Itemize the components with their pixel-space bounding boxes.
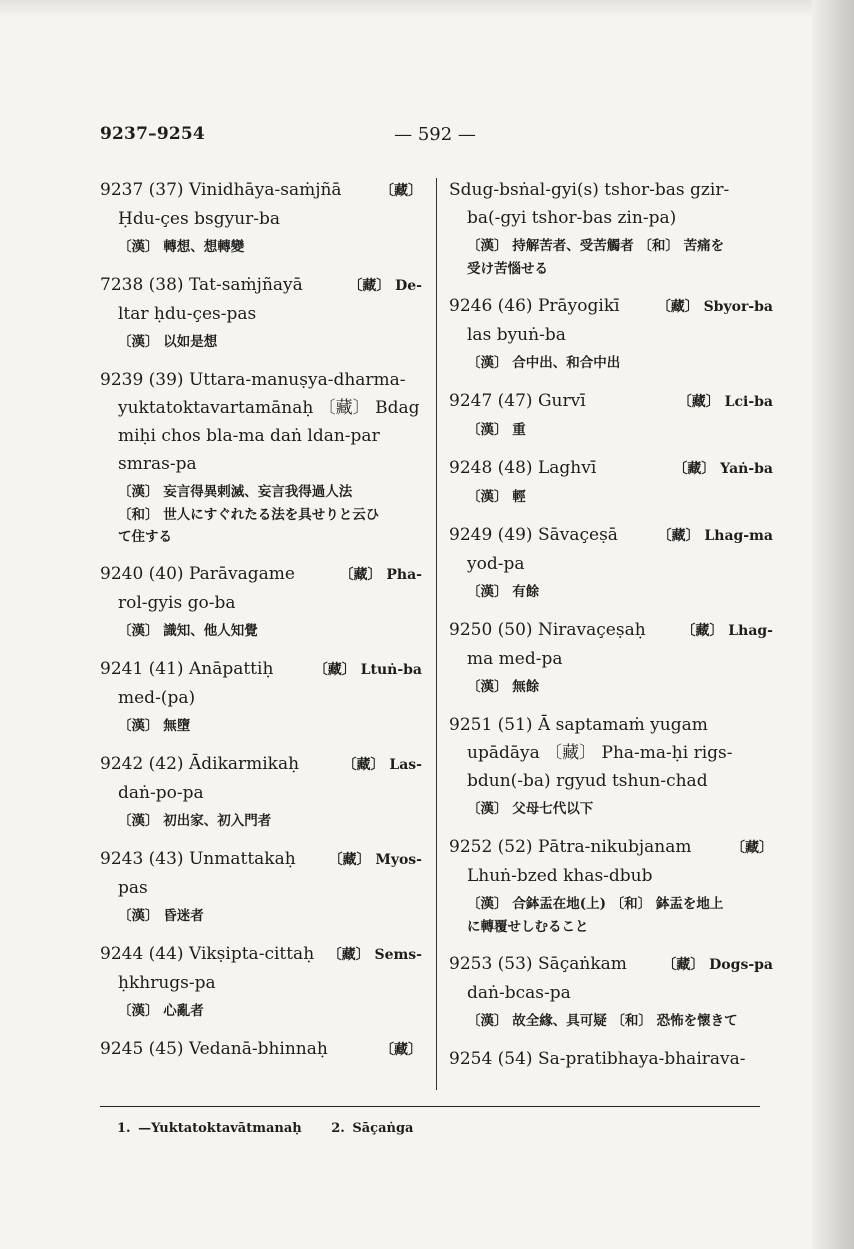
entry-head bbox=[449, 1045, 773, 1073]
tibetan-tag: 〔藏〕 Pha- bbox=[339, 567, 422, 583]
tibetan-tag: 〔藏〕 bbox=[380, 1042, 422, 1058]
entry-continuation: miḥi chos bla-ma daṅ ldan-par bbox=[118, 426, 380, 446]
cjk-gloss: 〔漢〕 有餘 bbox=[467, 584, 540, 600]
entry-continuation: daṅ-bcas-pa bbox=[467, 983, 571, 1003]
cjk-gloss: 〔漢〕 心亂者 bbox=[118, 1003, 204, 1019]
dictionary-entry bbox=[100, 750, 422, 833]
cjk-gloss: 〔漢〕 無墮 bbox=[118, 718, 191, 734]
entry-lemma: 9245 (45) Vedanā-bhinnaḥ bbox=[100, 1039, 328, 1059]
entry-head bbox=[100, 655, 422, 684]
entry-range: 9237–9254 bbox=[100, 124, 205, 144]
cjk-gloss: 〔漢〕 故全緣、具可疑 〔和〕 恐怖を懷きて bbox=[467, 1013, 738, 1029]
entry-lemma: 9241 (41) Anāpattiḥ bbox=[100, 659, 274, 679]
entry-head bbox=[100, 750, 422, 779]
cjk-gloss: 〔漢〕 妄言得異剌滅、妄言我得過人法 bbox=[118, 484, 353, 500]
entry-lemma: 9250 (50) Niravaçeṣaḥ bbox=[449, 620, 646, 640]
entry-head bbox=[449, 711, 773, 739]
dictionary-entry bbox=[449, 176, 773, 280]
entry-lemma: 9240 (40) Parāvagame bbox=[100, 564, 295, 584]
entry-continuation: ltar ḥdu-çes-pas bbox=[118, 304, 257, 324]
entry-continuation: daṅ-po-pa bbox=[118, 783, 204, 803]
right-column bbox=[449, 176, 773, 1085]
entry-lemma: 9246 (46) Prāyogikī bbox=[449, 296, 620, 316]
entry-lemma: 9253 (53) Sāçaṅkam bbox=[449, 954, 627, 974]
entry-continuation: upādāya 〔藏〕 Pha-ma-ḥi rigs- bbox=[467, 743, 733, 763]
tibetan-tag: 〔藏〕 Sbyor-ba bbox=[656, 299, 773, 315]
cjk-gloss: 〔漢〕 輕 bbox=[467, 489, 526, 505]
page-binding-shadow bbox=[812, 0, 854, 1249]
entry-continuation: ḥkhrugs-pa bbox=[118, 973, 216, 993]
entry-lemma: 9247 (47) Gurvī bbox=[449, 391, 586, 411]
entry-head bbox=[449, 521, 773, 550]
tibetan-tag: 〔藏〕 Lci-ba bbox=[677, 394, 773, 410]
dictionary-entry bbox=[449, 950, 773, 1033]
entry-continuation: las byuṅ-ba bbox=[467, 325, 566, 345]
cjk-gloss: 〔漢〕 父母七代以下 bbox=[467, 801, 594, 817]
tibetan-tag: 〔藏〕 Dogs-pa bbox=[662, 957, 773, 973]
footnotes bbox=[117, 1121, 435, 1136]
entry-head bbox=[100, 845, 422, 874]
cjk-gloss: に轉覆せしむること bbox=[467, 919, 589, 935]
dictionary-entry bbox=[100, 560, 422, 643]
cjk-gloss: 受け苦惱せる bbox=[467, 261, 548, 277]
dictionary-entry bbox=[449, 711, 773, 821]
dictionary-entry bbox=[449, 616, 773, 699]
entry-head bbox=[100, 271, 422, 300]
entry-head bbox=[449, 833, 773, 862]
entry-continuation: yuktatoktavartamānaḥ 〔藏〕 Bdag bbox=[118, 398, 420, 418]
tibetan-tag: 〔藏〕 bbox=[380, 183, 422, 199]
entry-head bbox=[449, 387, 773, 416]
cjk-gloss: 〔漢〕 重 bbox=[467, 422, 526, 438]
entry-continuation: med-(pa) bbox=[118, 688, 196, 708]
entry-head bbox=[449, 454, 773, 483]
entry-lemma: 9239 (39) Uttara-manuṣya-dharma- bbox=[100, 370, 406, 390]
cjk-gloss: 〔漢〕 以如是想 bbox=[118, 334, 218, 350]
cjk-gloss: 〔漢〕 合中出、和合中出 bbox=[467, 355, 621, 371]
dictionary-entry bbox=[100, 271, 422, 354]
entry-continuation: smras-pa bbox=[118, 454, 197, 474]
dictionary-entry bbox=[449, 521, 773, 604]
entry-lemma: Sdug-bsṅal-gyi(s) tshor-bas gzir- bbox=[449, 180, 730, 200]
entry-lemma: 9244 (44) Vikṣipta-cittaḥ bbox=[100, 944, 315, 964]
cjk-gloss: て住する bbox=[118, 529, 172, 545]
entry-head bbox=[100, 366, 422, 394]
tibetan-tag: 〔藏〕 Lhag- bbox=[681, 623, 773, 639]
entry-head bbox=[449, 176, 773, 204]
dictionary-entry bbox=[449, 833, 773, 938]
cjk-gloss: 〔漢〕 轉想、想轉變 bbox=[118, 239, 245, 255]
dictionary-entry bbox=[449, 387, 773, 442]
entry-lemma: 9251 (51) Ā saptamaṁ yugam bbox=[449, 715, 708, 735]
entry-continuation: yod-pa bbox=[467, 554, 525, 574]
tibetan-tag: 〔藏〕 Lhag-ma bbox=[657, 528, 773, 544]
cjk-gloss: 〔漢〕 持解苦者、受苦觸者 〔和〕 苦痛を bbox=[467, 238, 725, 254]
entry-continuation: pas bbox=[118, 878, 148, 898]
dictionary-entry bbox=[100, 845, 422, 928]
dictionary-entry bbox=[449, 1045, 773, 1073]
entry-continuation: Ḥdu-çes bsgyur-ba bbox=[118, 209, 281, 229]
entry-head bbox=[100, 176, 422, 205]
page-number: — 592 — bbox=[394, 124, 476, 145]
cjk-gloss: 〔和〕 世人にすぐれたる法を具せりと云ひ bbox=[118, 507, 380, 523]
entry-lemma: 9249 (49) Sāvaçeṣā bbox=[449, 525, 618, 545]
cjk-gloss: 〔漢〕 初出家、初入門者 bbox=[118, 813, 272, 829]
footnote-rule bbox=[100, 1106, 760, 1107]
tibetan-tag: 〔藏〕 De- bbox=[348, 278, 422, 294]
tibetan-tag: 〔藏〕 Sems- bbox=[327, 947, 422, 963]
entry-continuation: ma med-pa bbox=[467, 649, 563, 669]
tibetan-tag: 〔藏〕 Myos- bbox=[328, 852, 422, 868]
left-column bbox=[100, 176, 422, 1076]
column-divider bbox=[436, 178, 437, 1090]
tibetan-tag: 〔藏〕 Ltuṅ-ba bbox=[313, 662, 422, 678]
dictionary-entry bbox=[449, 454, 773, 509]
dictionary-entry bbox=[100, 176, 422, 259]
entry-continuation: rol-gyis go-ba bbox=[118, 593, 236, 613]
tibetan-tag: 〔藏〕 Las- bbox=[342, 757, 422, 773]
entry-continuation: ba(-gyi tshor-bas zin-pa) bbox=[467, 208, 677, 228]
entry-lemma: 9254 (54) Sa-pratibhaya-bhairava- bbox=[449, 1049, 746, 1069]
entry-head bbox=[100, 560, 422, 589]
dictionary-entry bbox=[100, 655, 422, 738]
tibetan-tag: 〔藏〕 Yaṅ-ba bbox=[673, 461, 773, 477]
entry-lemma: 7238 (38) Tat-saṁjñayā bbox=[100, 275, 303, 295]
footnote-2: 2. Sāçaṅga bbox=[331, 1121, 414, 1136]
entry-continuation: Lhuṅ-bzed khas-dbub bbox=[467, 866, 653, 886]
entry-lemma: 9237 (37) Vinidhāya-saṁjñā bbox=[100, 180, 342, 200]
entry-lemma: 9252 (52) Pātra-nikubjanam bbox=[449, 837, 692, 857]
dictionary-entry bbox=[449, 292, 773, 375]
entry-head bbox=[449, 950, 773, 979]
entry-lemma: 9243 (43) Unmattakaḥ bbox=[100, 849, 296, 869]
entry-head bbox=[449, 292, 773, 321]
page-top-shadow bbox=[0, 0, 854, 18]
footnote-1: 1. —Yuktatoktavātmanaḥ bbox=[117, 1121, 302, 1136]
entry-head bbox=[100, 940, 422, 969]
entry-head bbox=[100, 1035, 422, 1064]
entry-lemma: 9248 (48) Laghvī bbox=[449, 458, 597, 478]
cjk-gloss: 〔漢〕 合鉢盂在地(上) 〔和〕 鉢盂を地上 bbox=[467, 896, 724, 912]
cjk-gloss: 〔漢〕 昏迷者 bbox=[118, 908, 204, 924]
dictionary-entry bbox=[100, 366, 422, 548]
entry-lemma: 9242 (42) Ādikarmikaḥ bbox=[100, 754, 300, 774]
cjk-gloss: 〔漢〕 無餘 bbox=[467, 679, 540, 695]
cjk-gloss: 〔漢〕 識知、他人知覺 bbox=[118, 623, 258, 639]
dictionary-entry bbox=[100, 940, 422, 1023]
tibetan-tag: 〔藏〕 bbox=[731, 840, 773, 856]
entry-continuation: bdun(-ba) rgyud tshun-chad bbox=[467, 771, 708, 791]
entry-head bbox=[449, 616, 773, 645]
dictionary-entry bbox=[100, 1035, 422, 1064]
